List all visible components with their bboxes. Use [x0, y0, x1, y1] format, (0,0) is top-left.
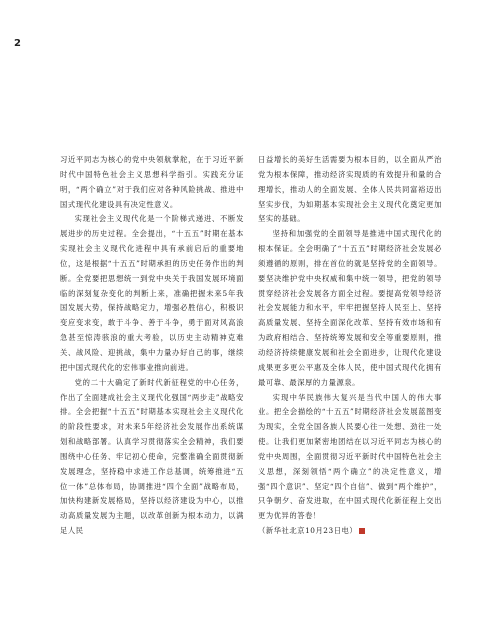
- article-column-right: [258, 153, 442, 539]
- paragraph: 坚持和加强党的全面领导是推进中国式现代化的根本保证。全会明确了“十五五”时期经济社会发展必须遵循的原则，排在首位的就是坚持党的全面领导。要坚决维护党中央权威和集中统一领导，把党的领导贯穿经济社会发展各方面全过程。要提高党领导经济社会发展能力和水平，牢牢把握坚持人民至上、坚持高质量发展、坚持全面深化改革、坚持有效市场和有为政府相结合、坚持统筹发展和安全等重要原则，推动经济持续健康发展和社会全面进步，让现代化建设成果更多更公平惠及全体人民，使中国式现代化拥有最可靠、最深厚的力量源泉。: [258, 229, 442, 387]
- article-column-left: [60, 153, 244, 539]
- page-number: 2: [14, 38, 21, 49]
- paragraph: 日益增长的美好生活需要为根本目的，以全面从严治党为根本保障，推动经济实现质的有效提升和量的合理增长，推动人的全面发展、全体人民共同富裕迈出坚实步伐，为如期基本实现社会主义现代化奠定更加坚实的基础。: [258, 155, 442, 224]
- paragraph: 党的二十大确定了新时代新征程党的中心任务，作出了全面建成社会主义现代化强国“两步走”战略安排。全会把握“十五五”时期基本实现社会主义现代化的阶段性要求，对未来5年经济社会发展作出系统谋划和战略部署。认真学习贯彻落实全会精神，我们要围绕中心任务、牢记初心使命，完整准确全面贯彻新发展理念，坚持稳中求进工作总基调，统筹推进“五位一体”总体布局，协调推进“四个全面”战略布局，加快构建新发展格局，坚持以经济建设为中心，以推动高质量发展为主题，以改革创新为根本动力，以满足人民: [60, 377, 244, 536]
- paragraph: 习近平同志为核心的党中央领航掌舵，在于习近平新时代中国特色社会主义思想科学指引。实践充分证明，“两个确立”对于我们应对各种风险挑战、推进中国式现代化建设具有决定性意义。: [60, 155, 244, 209]
- paragraph: 实现社会主义现代化是一个阶梯式递进、不断发展进步的历史过程。全会提出，“十五五”时期在基本实现社会主义现代化进程中具有承前启后的重要地位，这是根据“十五五”时期承担的历史任务作出的判断。全党要把思想统一到党中央关于我国发展环境面临的深刻复杂变化的判断上来，准确把握未来5年我国发展大势，保持战略定力，增强必胜信心，积极识变应变求变，敢于斗争、善于斗争，勇于面对风高浪急甚至惊涛骇浪的重大考验，以历史主动精神克难关、战风险、迎挑战，集中力量办好自己的事，继续把中国式现代化的宏伟事业推向前进。: [60, 214, 244, 372]
- end-mark-icon: [359, 528, 365, 534]
- source-line: （新华社北京10月23日电）: [258, 526, 358, 536]
- paragraph: 实现中华民族伟大复兴是当代中国人的伟大事业。把全会描绘的“十五五”时期经济社会发展蓝图变为现实，全党全国各族人民要心往一处想、劲往一处使。让我们更加紧密地团结在以习近平同志为核心的党中央周围，全面贯彻习近平新时代中国特色社会主义思想，深刻领悟“两个确立”的决定性意义，增强“四个意识”、坚定“四个自信”、做到“两个维护”，只争朝夕、奋发进取，在中国式现代化新征程上交出更为优异的答卷！: [258, 392, 442, 521]
- article-source: [258, 524, 442, 539]
